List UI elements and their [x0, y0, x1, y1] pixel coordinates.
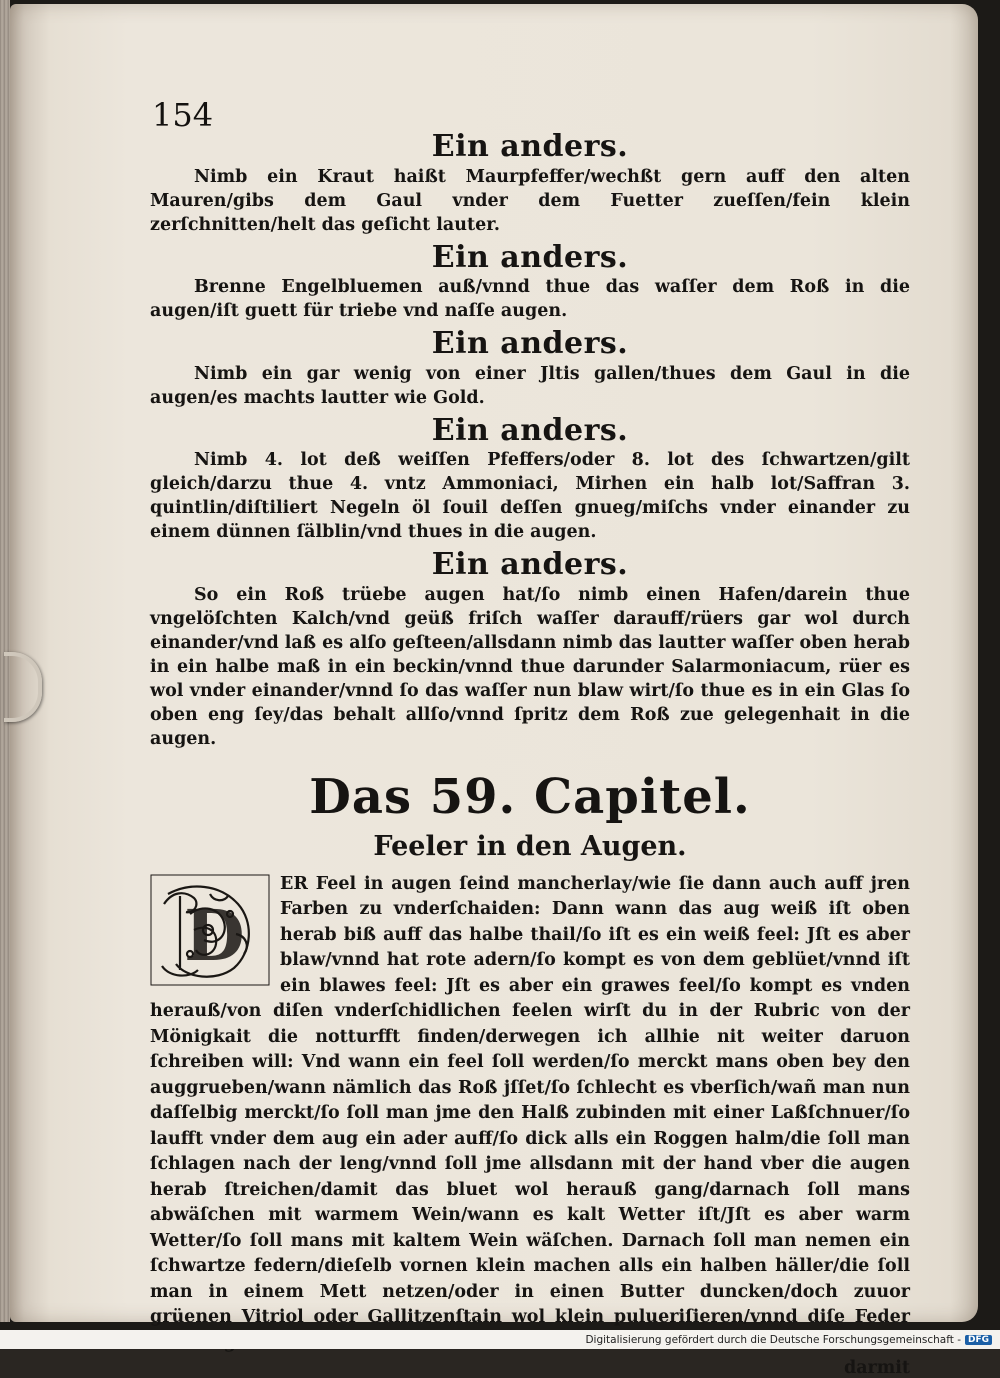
footer-bar [0, 1330, 1000, 1349]
chapter-subtitle: Feeler in den Augen. [150, 831, 910, 862]
dropcap-letter: D [184, 894, 245, 977]
section-text: Nimb ein Kraut haißt Maurpfeffer/wechßt gern auff den alten Mauren/gibs dem Gaul vnder dem Fuetter zueſſen/fein klein zerſchnitten/helt das geſicht lauter. [150, 165, 910, 237]
section-heading: Ein anders. [150, 327, 910, 362]
section-3 [150, 327, 910, 410]
section-heading: Ein anders. [150, 548, 910, 583]
section-heading: Ein anders. [150, 130, 910, 165]
page-number: 154 [152, 96, 213, 134]
decorated-initial-icon [150, 874, 270, 986]
section-text: Nimb ein gar wenig von einer Jltis gallen/thues dem Gaul in die augen/es machts lautter wie Gold. [150, 362, 910, 410]
chapter-body [150, 872, 910, 1378]
page-content [150, 100, 910, 1378]
binding-ring [4, 652, 42, 722]
section-text: Brenne Engelbluemen auß/vnnd thue das waſſer dem Roß in die augen/iſt guett für triebe vnd naſſe augen. [150, 275, 910, 323]
section-2 [150, 241, 910, 324]
section-heading: Ein anders. [150, 241, 910, 276]
section-text: Nimb 4. lot deß weiſſen Pfeffers/oder 8. lot des ſchwartzen/gilt gleich/darzu thue 4. vntz Ammoniaci, Mirhen ein halb lot/Saffran 3. quintlin/diſtiliert Negeln öl ſouil deſſen gnueg/miſchs vnder einander zu einem dünnen ſälblin/vnd thues in die augen. [150, 448, 910, 544]
chapter-title: Das 59. Capitel. [150, 769, 910, 825]
dfg-logo: DFG [965, 1335, 992, 1345]
catchword: darmit [150, 1358, 910, 1378]
section-text: So ein Roß trüebe augen hat/ſo nimb einen Hafen/darein thue vngelöſchten Kalch/vnd geüß friſch waſſer darauff/rüers gar wol durch einander/vnd laß es alſo geſteen/allsdann nimb das lautter waſſer oben herab in ein halbe maß in ein beckin/vnnd thue darunder Salarmoniacum, rüer es wol vnder einander/vnnd ſo das waſſer nun blaw wirt/ſo thue es in ein Glas ſo oben eng ſey/das behalt allſo/vnnd ſpritz dem Roß zue gelegenhait in die augen. [150, 583, 910, 751]
footer-text: Digitalisierung gefördert durch die Deutsche Forschungsgemeinschaft - [585, 1334, 961, 1346]
chapter-text: ER Feel in augen ſeind mancherlay/wie ſie dann auch auff jren Farben zu vnderſchaiden: Dann wann das aug weiß iſt oben herab biß auff das halbe thail/ſo iſt es ein weiß feel: Jſt es aber blaw/vnnd hat rote adern/ſo kompt es von dem geblüet/vnnd iſt ein blawes feel: Jſt es aber ein grawes feel/ſo kompt es vnden herauß/von diſen vnderſchidlichen feelen wirſt du in der Rubric von der Mönigkait die notturfft finden/derwegen ich allhie nit weiter daruon ſchreiben will: Vnd wann ein feel ſoll werden/ſo merckt mans oben bey den auggrueben/wann nämlich das Roß jſſet/ſo ſchlecht es vberſich/wañ man nun daſſelbig merckt/ſo ſoll man jme den Halß zubinden mit einer Laßſchnuer/ſo laufft vnder dem aug ein ader auff/ſo dick alls ein Roggen halm/die ſoll man ſchlagen nach der leng/vnnd ſoll jme allsdann mit der hand vber die augen herab ſtreichen/damit das bluet wol herauß gang/darnach ſoll mans abwäſchen mit warmem Wein/wann es kalt Wetter iſt/Jſt es aber warm Wetter/ſo ſoll mans mit kaltem Wein wäſchen. Darnach ſoll man nemen ein ſchwartze federn/dieſelb vornen klein machen alls ein halben häller/die ſoll man in einem Mett netzen/oder in einen Butter duncken/doch zuuor grüenen Vitriol oder Gallitzenſtain wol klein pulueriſieren/vnnd diſe Feder [150, 872, 910, 1357]
section-4 [150, 414, 910, 545]
section-5 [150, 548, 910, 751]
section-1 [150, 130, 910, 237]
section-heading: Ein anders. [150, 414, 910, 449]
